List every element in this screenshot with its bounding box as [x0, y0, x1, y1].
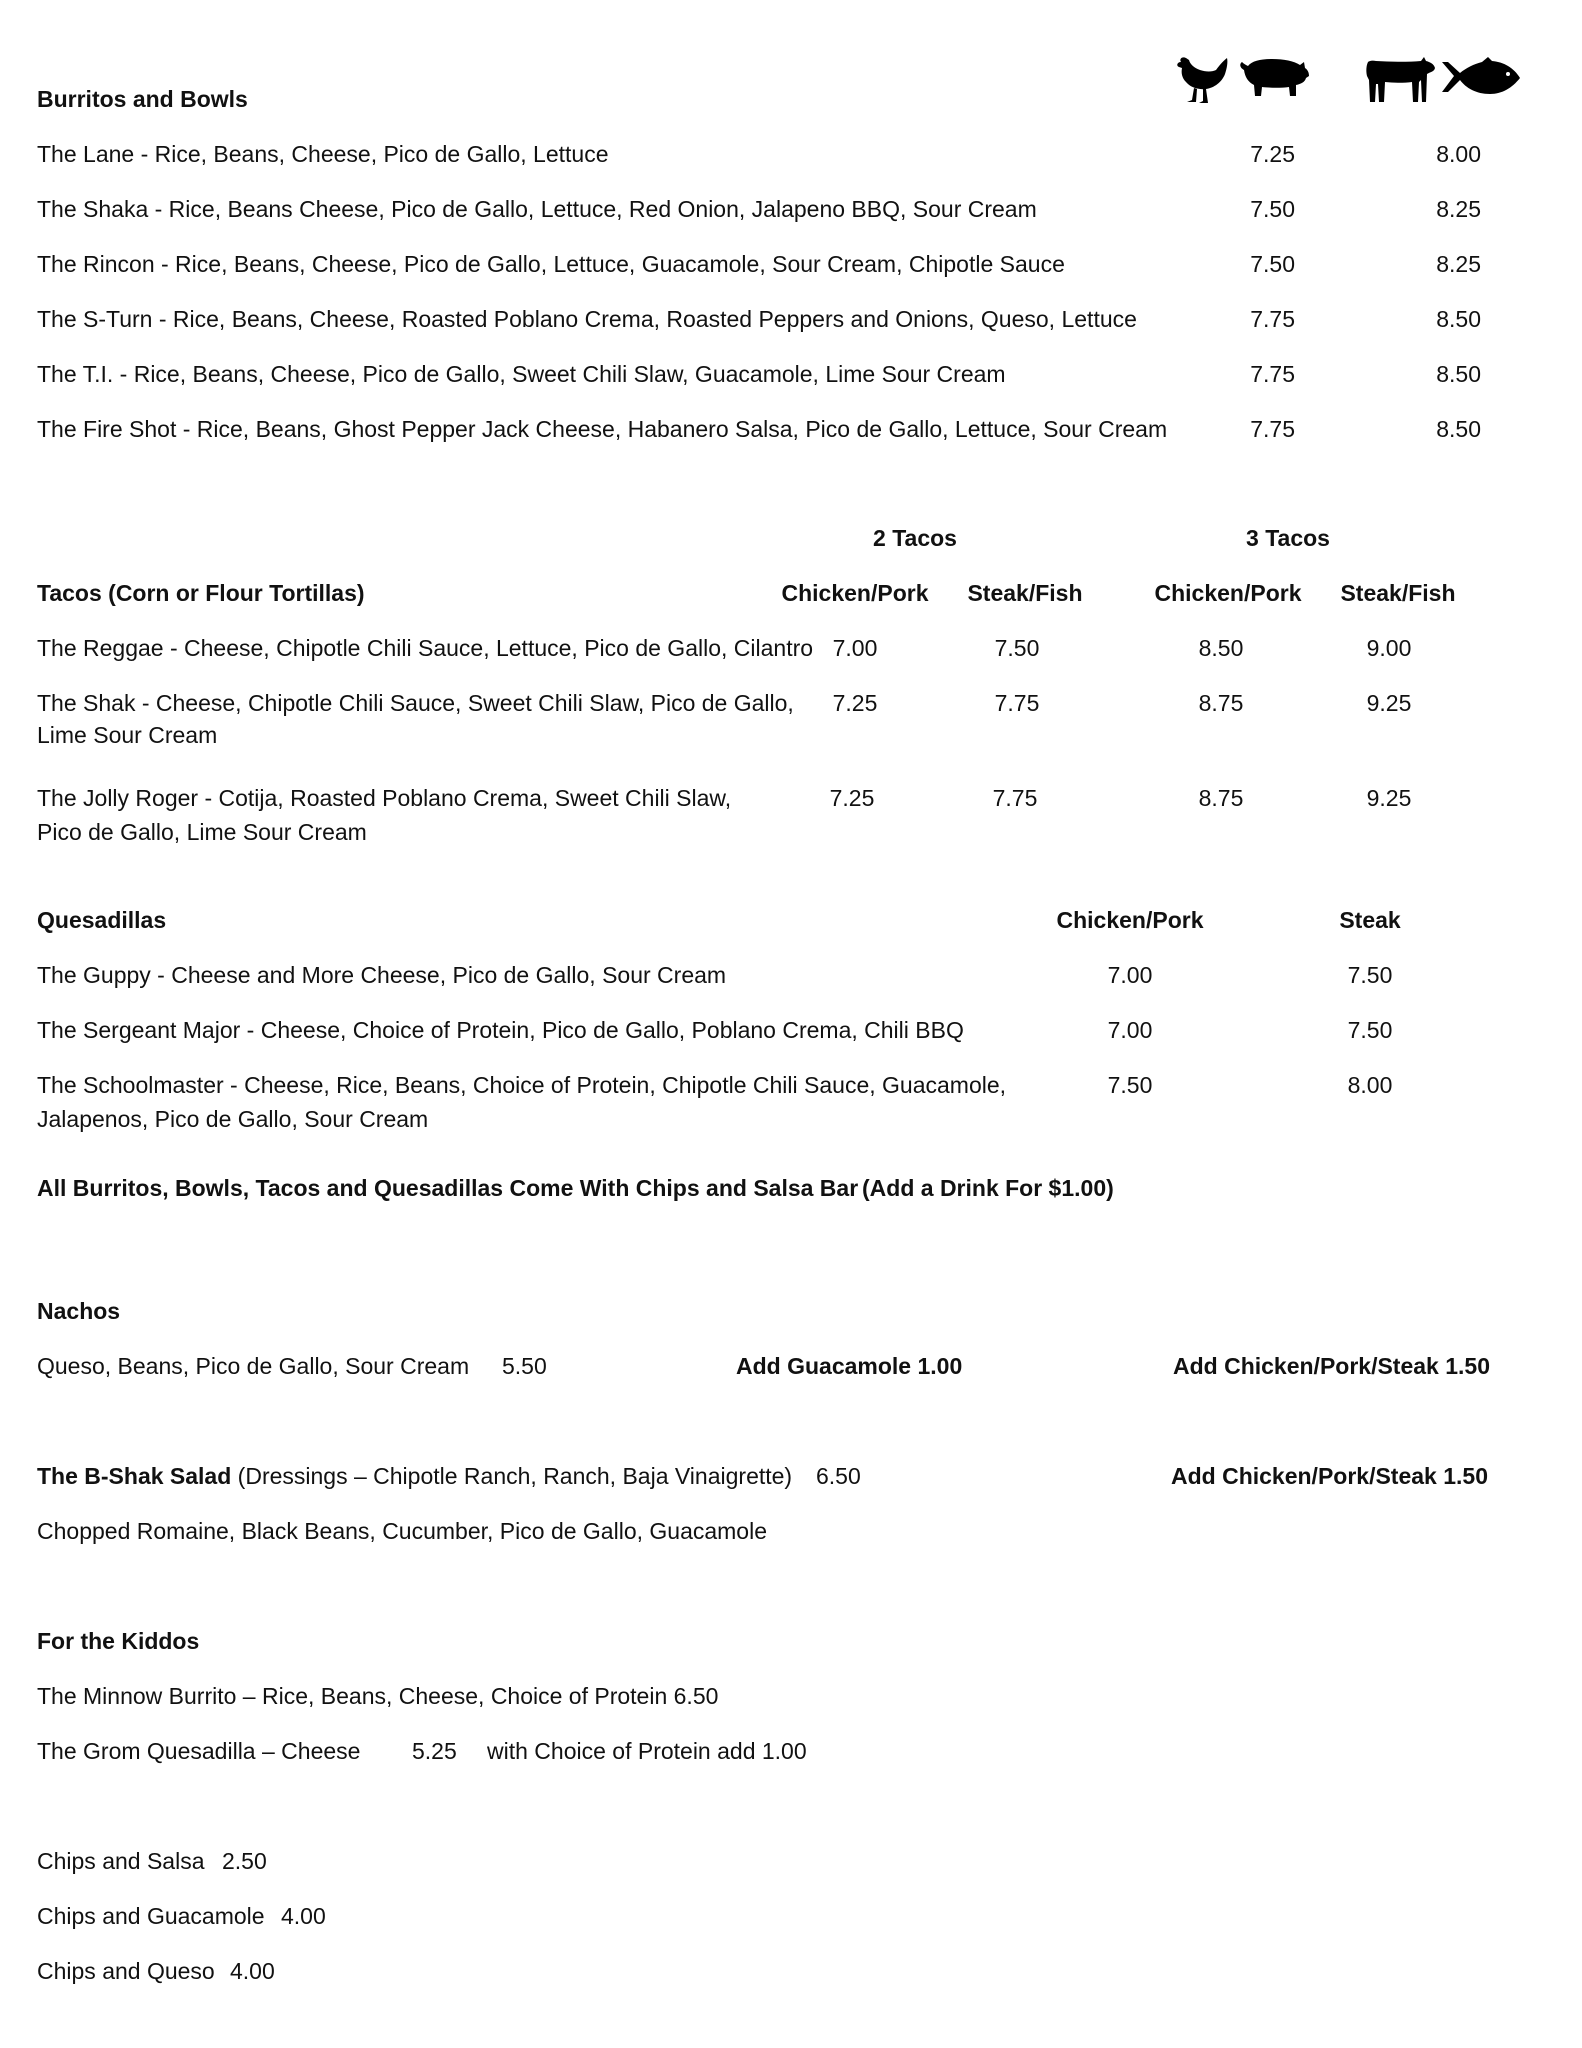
side-item-chips-salsa: Chips and Salsa — [37, 1848, 205, 1874]
price: 8.75 — [1198, 785, 1244, 811]
price-chicken-pork: 7.75 — [1250, 361, 1295, 387]
kiddos-item-grom-extra: with Choice of Protein add 1.00 — [487, 1738, 807, 1764]
side-price: 4.00 — [281, 1903, 326, 1929]
price: 8.75 — [1198, 690, 1244, 716]
price: 7.50 — [1107, 1072, 1153, 1098]
salad-price: 6.50 — [816, 1463, 861, 1489]
item-description: The Rincon - Rice, Beans, Cheese, Pico de Gallo, Lettuce, Guacamole, Sour Cream, Chipotle Sauce — [37, 251, 1065, 277]
item-description: The Fire Shot - Rice, Beans, Ghost Pepper Jack Cheese, Habanero Salsa, Pico de Gallo, Lettuce, Sour Cream — [37, 416, 1168, 442]
salad-description: Chopped Romaine, Black Beans, Cucumber, Pico de Gallo, Guacamole — [37, 1518, 768, 1544]
price-chicken-pork: 7.75 — [1250, 416, 1295, 442]
price-steak-fish: 8.50 — [1436, 361, 1481, 387]
item-description-line2: Pico de Gallo, Lime Sour Cream — [37, 819, 367, 845]
nachos-add-protein: Add Chicken/Pork/Steak 1.50 — [1172, 1353, 1490, 1379]
item-description: The Lane - Rice, Beans, Cheese, Pico de Gallo, Lettuce — [37, 141, 609, 167]
kiddos-title: For the Kiddos — [37, 1628, 200, 1654]
salad-title: The B-Shak Salad — [37, 1463, 232, 1489]
quesadillas-col-steak: Steak — [1339, 907, 1401, 933]
nachos-title: Nachos — [37, 1298, 121, 1324]
price: 9.25 — [1366, 690, 1412, 716]
tacos-col-chicken-pork-3: Chicken/Pork — [1154, 580, 1302, 606]
price-steak-fish: 8.50 — [1436, 306, 1481, 332]
price: 8.50 — [1198, 635, 1244, 661]
price: 7.00 — [1107, 962, 1153, 988]
price: 9.00 — [1366, 635, 1412, 661]
price-chicken-pork: 7.50 — [1250, 196, 1295, 222]
burritos-title: Burritos and Bowls — [37, 86, 248, 112]
side-price: 2.50 — [222, 1848, 267, 1874]
item-description: The T.I. - Rice, Beans, Cheese, Pico de Gallo, Sweet Chili Slaw, Guacamole, Lime Sour Cream — [37, 361, 1006, 387]
item-description-line2: Lime Sour Cream — [37, 722, 218, 748]
pig-icon — [1238, 56, 1310, 100]
item-description-line2: Jalapenos, Pico de Gallo, Sour Cream — [37, 1106, 429, 1132]
kiddos-item-grom: The Grom Quesadilla – Cheese — [37, 1738, 361, 1764]
cow-icon — [1364, 52, 1436, 108]
side-item-chips-guacamole: Chips and Guacamole — [37, 1903, 265, 1929]
drink-note: (Add a Drink For $1.00) — [862, 1175, 1114, 1201]
price: 7.00 — [1107, 1017, 1153, 1043]
kiddos-item-minnow: The Minnow Burrito – Rice, Beans, Cheese, Choice of Protein 6.50 — [37, 1683, 719, 1709]
price: 7.75 — [992, 785, 1038, 811]
chicken-icon — [1172, 54, 1230, 106]
nachos-price: 5.50 — [502, 1353, 547, 1379]
side-price: 4.00 — [230, 1958, 275, 1984]
tacos-col-chicken-pork-2: Chicken/Pork — [781, 580, 929, 606]
price-steak-fish: 8.00 — [1436, 141, 1481, 167]
price: 7.50 — [1347, 962, 1393, 988]
item-description: The Shak - Cheese, Chipotle Chili Sauce, Sweet Chili Slaw, Pico de Gallo, — [37, 690, 794, 716]
quesadillas-title: Quesadillas — [37, 907, 167, 933]
price: 7.00 — [832, 635, 878, 661]
price: 7.75 — [994, 690, 1040, 716]
tacos-col-steak-fish-2: Steak/Fish — [967, 580, 1083, 606]
nachos-add-guacamole: Add Guacamole 1.00 — [736, 1353, 963, 1379]
price-chicken-pork: 7.50 — [1250, 251, 1295, 277]
price-steak-fish: 8.50 — [1436, 416, 1481, 442]
kiddos-item-grom-price: 5.25 — [412, 1738, 457, 1764]
tacos-col-steak-fish-3: Steak/Fish — [1340, 580, 1456, 606]
price: 7.50 — [994, 635, 1040, 661]
item-description: The Jolly Roger - Cotija, Roasted Poblano Crema, Sweet Chili Slaw, — [37, 785, 732, 811]
price: 8.00 — [1347, 1072, 1393, 1098]
item-description: The Reggae - Cheese, Chipotle Chili Sauce, Lettuce, Pico de Gallo, Cilantro — [37, 635, 814, 661]
price: 7.25 — [832, 690, 878, 716]
item-description: The Shaka - Rice, Beans Cheese, Pico de Gallo, Lettuce, Red Onion, Jalapeno BBQ, Sour Cream — [37, 196, 1037, 222]
tacos-title: Tacos (Corn or Flour Tortillas) — [37, 580, 365, 606]
salad-dressings: (Dressings – Chipotle Ranch, Ranch, Baja Vinaigrette) — [231, 1463, 793, 1489]
side-item-chips-queso: Chips and Queso — [37, 1958, 215, 1984]
price-steak-fish: 8.25 — [1436, 251, 1481, 277]
price-chicken-pork: 7.75 — [1250, 306, 1295, 332]
quesadillas-col-chicken-pork: Chicken/Pork — [1056, 907, 1204, 933]
salad-add-protein: Add Chicken/Pork/Steak 1.50 — [1170, 1463, 1488, 1489]
item-description: The Schoolmaster - Cheese, Rice, Beans, Choice of Protein, Chipotle Chili Sauce, Guacamole, — [37, 1072, 1007, 1098]
price: 7.25 — [829, 785, 875, 811]
salad-heading — [37, 1461, 792, 1491]
nachos-description: Queso, Beans, Pico de Gallo, Sour Cream — [37, 1353, 470, 1379]
price-chicken-pork: 7.25 — [1250, 141, 1295, 167]
item-description: The Sergeant Major - Cheese, Choice of Protein, Pico de Gallo, Poblano Crema, Chili BBQ — [37, 1017, 964, 1043]
tacos-group-3: 3 Tacos — [1246, 525, 1330, 551]
item-description: The S-Turn - Rice, Beans, Cheese, Roasted Poblano Crema, Roasted Peppers and Onions, Queso, Lettuce — [37, 306, 1137, 332]
price: 9.25 — [1366, 785, 1412, 811]
fish-icon — [1440, 56, 1522, 100]
price-steak-fish: 8.25 — [1436, 196, 1481, 222]
price: 7.50 — [1347, 1017, 1393, 1043]
included-note: All Burritos, Bowls, Tacos and Quesadillas Come With Chips and Salsa Bar — [37, 1175, 859, 1201]
item-description: The Guppy - Cheese and More Cheese, Pico de Gallo, Sour Cream — [37, 962, 727, 988]
tacos-group-2: 2 Tacos — [873, 525, 957, 551]
